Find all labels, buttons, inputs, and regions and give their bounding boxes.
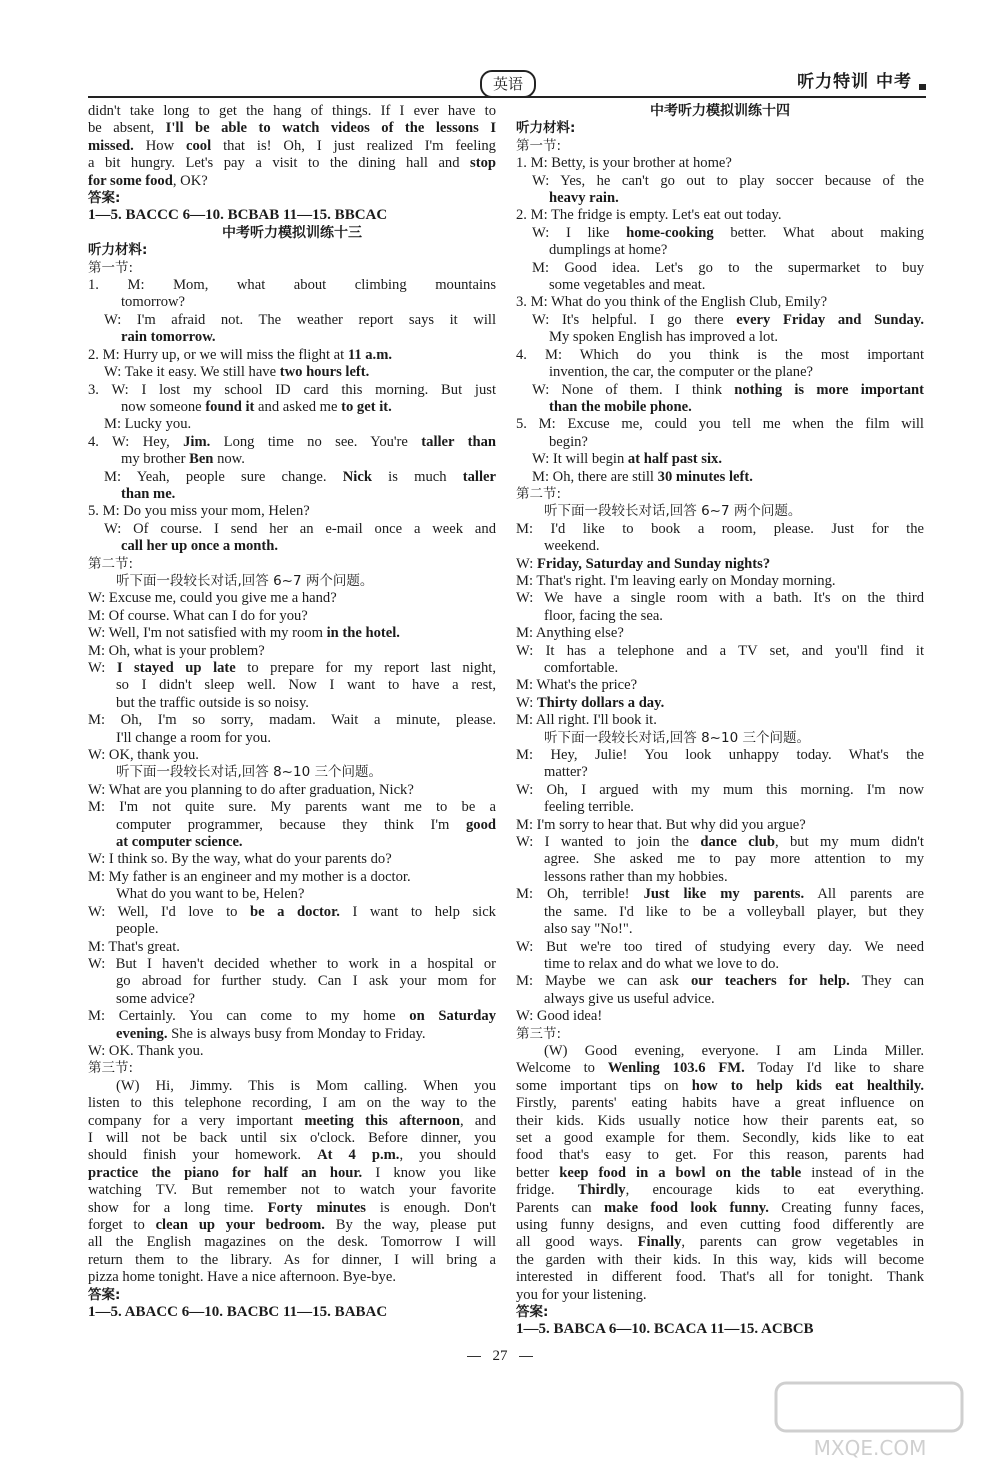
text-line: M: Oh, what is your problem? bbox=[88, 642, 265, 659]
text-line: 3. W: I lost my school ID card this morning. But just bbox=[88, 381, 496, 398]
text-line: computer programmer, because they think I'm good bbox=[116, 816, 496, 833]
footer-dash-right bbox=[519, 1356, 533, 1357]
text-line: 第一节: bbox=[88, 259, 134, 276]
text-line: you for your listening. bbox=[516, 1286, 647, 1303]
text-line: than me. bbox=[121, 485, 176, 502]
text-line: the garden with their kids. In this way, kids will become bbox=[516, 1251, 924, 1268]
text-line: using funny designs, and even cutting food differently are bbox=[516, 1217, 924, 1233]
text-line: their kids. Kids usually notice how their parents eat, so bbox=[516, 1112, 924, 1129]
text-line: 1—5. ABACC 6—10. BACBC 11—15. BABAC bbox=[88, 1304, 388, 1321]
text-line: M: Certainly. You can come to my home on Saturday bbox=[88, 1008, 496, 1025]
text-line: rain tomorrow. bbox=[121, 329, 216, 346]
text-line: M: All right. I'll book it. bbox=[516, 712, 657, 729]
text-line: W: I'm afraid not. The weather report says it will bbox=[104, 311, 496, 328]
page-header bbox=[88, 70, 926, 98]
text-line: W: Good idea! bbox=[516, 1008, 603, 1025]
text-line: 第一节: bbox=[516, 137, 562, 154]
text-line: interested in different food. That's all for tonight. Thank bbox=[516, 1269, 924, 1286]
text-line: missed. How cool that is! Oh, I just realized I'm feeling bbox=[88, 137, 496, 154]
text-line: M: That's great. bbox=[88, 938, 180, 955]
text-line: (W) Hi, Jimmy. This is Mom calling. When you bbox=[116, 1077, 496, 1094]
page-number: 27 bbox=[492, 1348, 508, 1364]
text-line: W: I like home-cooking better. What about making bbox=[532, 224, 924, 241]
text-line: W: Well, I'd love to be a doctor. I want to help sick bbox=[88, 903, 496, 920]
text-line: W: Yes, he can't go out to play soccer because of the bbox=[532, 172, 924, 189]
text-line: W: What are you planning to do after graduation, Nick? bbox=[88, 781, 414, 798]
text-line: practice the piano for half an hour. I know you like bbox=[88, 1164, 496, 1181]
text-line: W: It will begin at half past six. bbox=[532, 451, 722, 468]
text-line: W: Take it easy. We still have two hours left. bbox=[104, 364, 370, 381]
header-rule bbox=[88, 96, 926, 98]
text-line: 5. M: Do you miss your mom, Helen? bbox=[88, 503, 310, 520]
text-line: feeling terrible. bbox=[544, 799, 634, 816]
text-line: but the traffic outside is so noisy. bbox=[116, 694, 309, 711]
text-line: matter? bbox=[544, 764, 588, 781]
text-line: M: Oh, I'm so sorry, madam. Wait a minute, please. bbox=[88, 712, 496, 729]
text-line: pizza home tonight. Have a nice afternoon. Bye-bye. bbox=[88, 1269, 396, 1286]
text-line: 听力材料: bbox=[88, 242, 148, 259]
text-line: W: None of them. I think nothing is more important bbox=[532, 381, 924, 398]
text-line: M: My father is an engineer and my mother is a doctor. bbox=[88, 868, 411, 885]
text-line: 听力材料: bbox=[516, 120, 576, 137]
text-line: W: Friday, Saturday and Sunday nights? bbox=[516, 555, 771, 572]
text-line: 中考听力模拟训练十四 bbox=[650, 103, 790, 119]
subject-logo: 英语 bbox=[480, 70, 536, 98]
text-line: W: Excuse me, could you give me a hand? bbox=[88, 590, 337, 607]
text-line: W: Oh, I argued with my mum this morning. I'm now bbox=[516, 781, 924, 798]
text-line: some advice? bbox=[116, 990, 196, 1007]
text-line: What do you want to be, Helen? bbox=[116, 886, 305, 903]
text-line: all good ways. Finally, parents can grow vegetables in bbox=[516, 1234, 924, 1251]
text-line: all the English magazines on the desk. Tomorrow I will bbox=[88, 1234, 496, 1251]
text-line: fridge. Thirdly, encourage kids to eat everything. bbox=[516, 1182, 924, 1199]
text-line: begin? bbox=[549, 433, 588, 450]
text-line: W: It's helpful. I go there every Friday and Sunday. bbox=[532, 311, 924, 328]
text-line: tomorrow? bbox=[121, 294, 186, 311]
text-line: W: OK. Thank you. bbox=[88, 1042, 204, 1059]
text-line: M: Good idea. Let's go to the supermarket to buy bbox=[532, 259, 924, 276]
text-line: M: Hey, Julie! You look unhappy today. What's the bbox=[516, 747, 924, 764]
text-line: didn't take long to get the hang of things. If I ever have to bbox=[88, 103, 496, 119]
text-line: 第二节: bbox=[516, 485, 562, 502]
text-line: for some food, OK? bbox=[88, 172, 208, 189]
text-line: I'll change a room for you. bbox=[116, 729, 272, 746]
text-line: forget to clean up your bedroom. By the way, please put bbox=[88, 1217, 496, 1233]
text-line: M: Yeah, people sure change. Nick is much taller bbox=[104, 468, 496, 485]
header-mark bbox=[919, 84, 926, 90]
text-line: some vegetables and meat. bbox=[549, 277, 706, 294]
text-line: 1—5. BABCA 6—10. BCACA 11—15. ACBCB bbox=[516, 1321, 814, 1338]
text-line: call her up once a month. bbox=[121, 538, 279, 555]
text-line: 答案: bbox=[88, 1286, 121, 1303]
text-line: agree. She asked me to pay more attention to my bbox=[544, 851, 924, 868]
text-line: at computer science. bbox=[116, 834, 243, 851]
text-line: dumplings at home? bbox=[549, 242, 668, 259]
right-column bbox=[516, 103, 924, 1339]
text-line: 第三节: bbox=[516, 1025, 562, 1042]
left-column bbox=[88, 103, 496, 1321]
text-line: 4. W: Hey, Jim. Long time no see. You're taller than bbox=[88, 433, 496, 450]
text-line: My spoken English has improved a lot. bbox=[549, 329, 779, 346]
text-line: should finish your homework. At 4 p.m., you should bbox=[88, 1147, 496, 1164]
text-line: 1—5. BACCC 6—10. BCBAB 11—15. BBCAC bbox=[88, 207, 388, 224]
text-line: M: Maybe we can ask our teachers for help. They can bbox=[516, 973, 924, 990]
text-line: W: Of course. I send her an e-mail once a week and bbox=[104, 520, 496, 537]
text-line: 1. M: Betty, is your brother at home? bbox=[516, 155, 732, 172]
text-line: W: It has a telephone and a TV set, and you'll find it bbox=[516, 642, 924, 659]
text-line: also say "No!". bbox=[544, 921, 633, 938]
text-line: M: Of course. What can I do for you? bbox=[88, 607, 308, 624]
text-line: Welcome to Wenling 103.6 FM. Today I'd like to share bbox=[516, 1060, 924, 1077]
text-line: 第二节: bbox=[88, 555, 134, 572]
text-line: 答案: bbox=[516, 1304, 549, 1321]
text-line: M: What's the price? bbox=[516, 677, 638, 694]
text-line: so I didn't sleep well. Now I want to have a rest, bbox=[116, 677, 496, 694]
text-line: go abroad for further study. Can I ask your mom for bbox=[116, 973, 496, 990]
text-line: 4. M: Which do you think is the most important bbox=[516, 346, 924, 363]
text-line: W: But we're too tired of studying every day. We need bbox=[516, 938, 924, 955]
text-line: my brother Ben now. bbox=[121, 451, 245, 468]
text-line: W: We have a single room with a bath. It's on the third bbox=[516, 590, 924, 607]
text-line: better keep food in a bowl on the table instead of in the bbox=[516, 1164, 924, 1181]
text-line: return them to the library. As for dinner, I will bring a bbox=[88, 1251, 496, 1268]
text-line: W: OK, thank you. bbox=[88, 747, 199, 764]
text-line: lessons rather than my hobbies. bbox=[544, 868, 728, 885]
text-line: W: But I haven't decided whether to work in a hospital or bbox=[88, 955, 496, 972]
text-line: 中考听力模拟训练十三 bbox=[222, 224, 362, 241]
watermark-logo bbox=[770, 1375, 970, 1465]
text-line: the same. I'd like to be a volleyball player, but they bbox=[544, 903, 924, 920]
text-line: people. bbox=[116, 921, 159, 938]
text-line: weekend. bbox=[544, 538, 600, 555]
text-line: show for a long time. Forty minutes is enough. Don't bbox=[88, 1199, 496, 1216]
text-line: 听下面一段较长对话,回答 8~10 三个问题。 bbox=[116, 764, 382, 781]
text-line: (W) Good evening, everyone. I am Linda Miller. bbox=[544, 1042, 924, 1059]
text-line: M: I'm not quite sure. My parents want me to be a bbox=[88, 799, 496, 816]
text-line: 3. M: What do you think of the English Club, Emily? bbox=[516, 294, 828, 311]
text-line: W: I stayed up late to prepare for my report last night, bbox=[88, 660, 496, 676]
text-line: 听下面一段较长对话,回答 8~10 三个问题。 bbox=[544, 729, 810, 746]
text-line: M: That's right. I'm leaving early on Monday morning. bbox=[516, 572, 836, 589]
text-line: I will not be back until six o'clock. Before dinner, you bbox=[88, 1129, 496, 1146]
text-line: be absent, I'll be able to watch videos of the lessons I bbox=[88, 120, 496, 137]
text-line: W: I think so. By the way, what do your parents do? bbox=[88, 851, 392, 868]
text-line: now someone found it and asked me to get it. bbox=[121, 398, 392, 415]
text-line: M: Oh, terrible! Just like my parents. All parents are bbox=[516, 886, 924, 903]
text-line: floor, facing the sea. bbox=[544, 607, 663, 624]
text-line: 听下面一段较长对话,回答 6~7 两个问题。 bbox=[116, 572, 374, 589]
text-line: company for a very important meeting this afternoon, and bbox=[88, 1112, 496, 1129]
text-line: M: Anything else? bbox=[516, 625, 624, 642]
text-line: 2. M: Hurry up, or we will miss the flight at 11 a.m. bbox=[88, 346, 393, 363]
watermark-text: MXQE.COM bbox=[813, 1436, 927, 1460]
text-line: food that's easy to get. For this reason, parents had bbox=[516, 1147, 924, 1164]
text-line: W: Thirty dollars a day. bbox=[516, 694, 665, 711]
text-line: M: I'm sorry to hear that. But why did you argue? bbox=[516, 816, 806, 833]
text-line: 听下面一段较长对话,回答 6~7 两个问题。 bbox=[544, 503, 802, 520]
text-line: evening. She is always busy from Monday to Friday. bbox=[116, 1025, 426, 1042]
text-line: than the mobile phone. bbox=[549, 398, 692, 415]
text-line: M: I'd like to book a room, please. Just for the bbox=[516, 520, 924, 537]
text-line: invention, the car, the computer or the plane? bbox=[549, 364, 814, 381]
text-line: always give us useful advice. bbox=[544, 990, 715, 1007]
text-line: watching TV. But remember not to watch your favorite bbox=[88, 1182, 496, 1199]
text-line: 5. M: Excuse me, could you tell me when the film will bbox=[516, 416, 924, 433]
text-line: set a good example for them. Secondly, kids like to eat bbox=[516, 1129, 924, 1146]
text-line: Parents can make food look funny. Creating funny faces, bbox=[516, 1199, 924, 1216]
text-line: W: Well, I'm not satisfied with my room in the hotel. bbox=[88, 625, 400, 642]
header-title: 听力特训 中考 bbox=[797, 72, 912, 92]
text-line: listen to this telephone recording, I am on the way to the bbox=[88, 1095, 496, 1112]
text-line: comfortable. bbox=[544, 660, 619, 676]
text-line: some important tips on how to help kids eat healthily. bbox=[516, 1077, 924, 1094]
text-line: heavy rain. bbox=[549, 190, 619, 207]
text-line: time to relax and do what we love to do. bbox=[544, 955, 780, 972]
text-line: W: I wanted to join the dance club, but my mum didn't bbox=[516, 834, 924, 851]
text-line: M: Lucky you. bbox=[104, 416, 192, 433]
text-line: 答案: bbox=[88, 190, 121, 207]
text-line: 2. M: The fridge is empty. Let's eat out today. bbox=[516, 207, 782, 224]
text-line: a bit hungry. Let's pay a visit to the dining hall and stop bbox=[88, 155, 496, 172]
text-line: Firstly, parents' eating habits have a great influence on bbox=[516, 1095, 924, 1112]
text-line: 第三节: bbox=[88, 1060, 134, 1077]
page-footer bbox=[0, 1348, 1000, 1365]
text-line: 1. M: Mom, what about climbing mountains bbox=[88, 277, 496, 294]
footer-dash-left bbox=[467, 1356, 481, 1357]
text-line: M: Oh, there are still 30 minutes left. bbox=[532, 468, 753, 485]
